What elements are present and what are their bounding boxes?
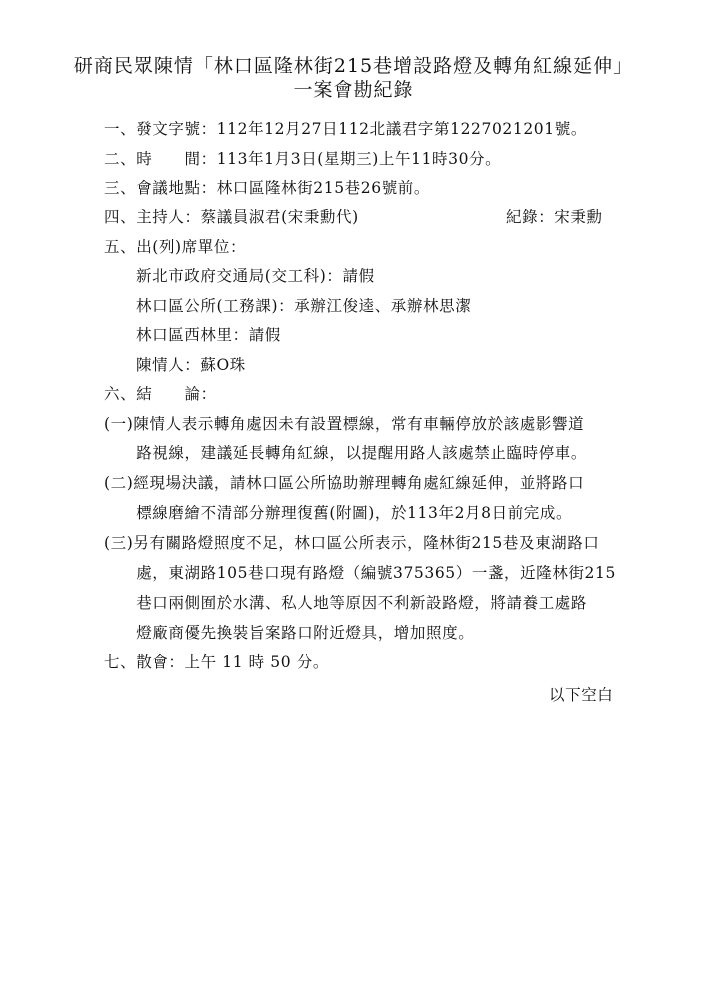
conclusion-1-line-1: (一)陳情人表示轉角處因未有設置標線，常有車輛停放於該處影響道: [104, 415, 585, 433]
item-host: 四、主持人：蔡議員淑君(宋秉勳代): [104, 208, 359, 226]
item-adjourn: 七、散會：上午 11 時 50 分。: [104, 653, 329, 671]
attendee-row: 林口區西林里：請假: [136, 326, 281, 344]
conclusion-2-line-1: (二)經現場決議，請林口區公所協助辦理轉角處紅線延伸，並將路口: [104, 474, 585, 492]
conclusion-3-line-2: 處，東湖路105巷口現有路燈（編號375365）一盞，近隆林街215: [104, 564, 616, 582]
document-title-line-1: 研商民眾陳情「林口區隆林街215巷增設路燈及轉角紅線延伸」: [73, 55, 634, 77]
item-meeting-place: 三、會議地點：林口區隆林街215巷26號前。: [104, 179, 431, 197]
attendee-row: 新北市政府交通局(交工科)：請假: [136, 267, 375, 285]
item-document-number: 一、發文字號：112年12月27日112北議君字第1227021201號。: [104, 120, 587, 138]
conclusion-3-line-4: 燈廠商優先換裝旨案路口附近燈具，增加照度。: [104, 624, 475, 642]
item-conclusion-heading: 六、結 論：: [104, 385, 217, 403]
attendee-row: 林口區公所(工務課)：承辦江俊逵、承辦林思潔: [136, 297, 472, 315]
document-title-line-2: 一案會勘紀錄: [293, 79, 414, 101]
conclusion-2-line-2: 標線磨繪不清部分辦理復舊(附圖)，於113年2月8日前完成。: [104, 504, 573, 522]
item-attendees-heading: 五、出(列)席單位：: [104, 238, 247, 256]
conclusion-3-line-3: 巷口兩側囿於水溝、私人地等原因不利新設路燈，將請養工處路: [104, 594, 588, 612]
conclusion-3-line-1: (三)另有關路燈照度不足，林口區公所表示，隆林街215巷及東湖路口: [104, 534, 600, 552]
item-meeting-time: 二、時 間：113年1月3日(星期三)上午11時30分。: [104, 150, 502, 168]
end-of-document-note: 以下空白: [549, 686, 614, 704]
conclusion-1-line-2: 路視線，建議延長轉角紅線，以提醒用路人該處禁止臨時停車。: [104, 444, 588, 462]
item-recorder: 紀錄：宋秉勳: [506, 208, 603, 226]
attendee-row: 陳情人：蘇O珠: [136, 356, 246, 374]
